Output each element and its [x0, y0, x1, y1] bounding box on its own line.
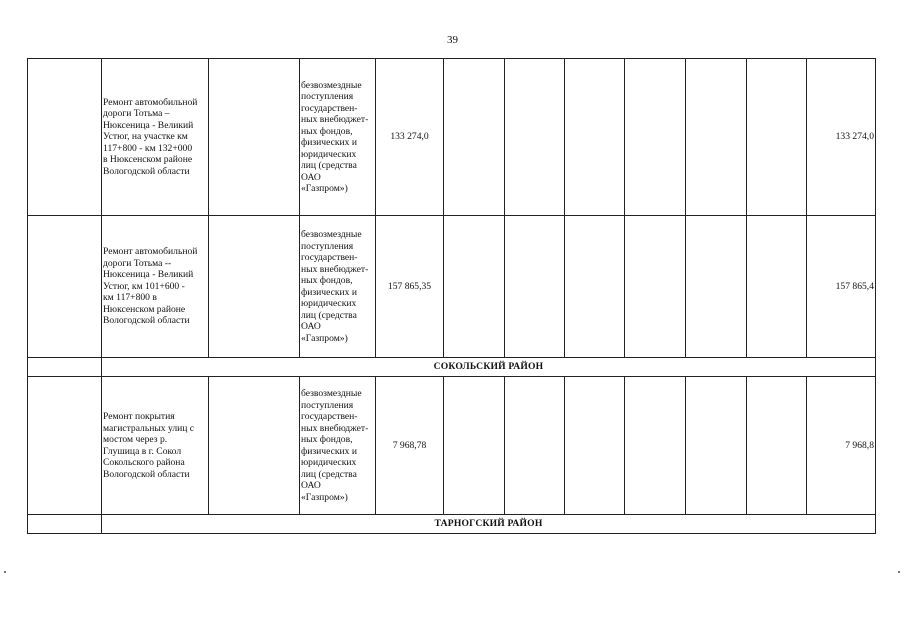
amount-cell: 133 274,0 — [376, 59, 444, 216]
district-row — [28, 515, 876, 534]
row-number-cell — [28, 515, 102, 534]
table-row — [28, 216, 876, 358]
empty-cell — [444, 216, 505, 358]
empty-cell — [686, 59, 747, 216]
scan-speck — [898, 571, 900, 573]
empty-cell — [565, 216, 625, 358]
amount-cell: 7 968,78 — [376, 377, 444, 515]
scan-speck — [4, 571, 6, 573]
funding-source-cell: безвозмездные поступления государствен- ных внебюджет- ных фондов, физических и юридических лиц (средства ОАО «Газпром») — [300, 216, 376, 358]
empty-cell — [444, 59, 505, 216]
empty-cell — [747, 59, 807, 216]
empty-cell — [505, 59, 565, 216]
page-number: 39 — [447, 34, 458, 46]
district-title: ТАРНОГСКИЙ РАЙОН — [102, 515, 876, 534]
table-row — [28, 377, 876, 515]
funding-source-cell: безвозмездные поступления государствен- ных внебюджет- ных фондов, физических и юридических лиц (средства ОАО «Газпром») — [300, 377, 376, 515]
empty-cell — [565, 377, 625, 515]
total-cell: 7 968,8 — [807, 377, 876, 515]
empty-cell — [505, 377, 565, 515]
empty-cell — [625, 216, 686, 358]
total-cell: 133 274,0 — [807, 59, 876, 216]
empty-cell — [686, 216, 747, 358]
funding-source-cell: безвозмездные поступления государствен- ных внебюджет- ных фондов, физических и юридических лиц (средства ОАО «Газпром») — [300, 59, 376, 216]
empty-cell — [209, 59, 300, 216]
empty-cell — [686, 377, 747, 515]
empty-cell — [505, 216, 565, 358]
amount-cell: 157 865,35 — [376, 216, 444, 358]
empty-cell — [625, 377, 686, 515]
row-number-cell — [28, 377, 102, 515]
row-number-cell — [28, 216, 102, 358]
table-row — [28, 59, 876, 216]
empty-cell — [444, 377, 505, 515]
empty-cell — [625, 59, 686, 216]
object-name-cell: Ремонт автомобильной дороги Тотьма – Нюксеница - Великий Устюг, на участке км 117+800 - км 132+000 в Нюксенском районе Вологодской области — [102, 59, 209, 216]
empty-cell — [747, 216, 807, 358]
district-title: СОКОЛЬСКИЙ РАЙОН — [102, 358, 876, 377]
district-row — [28, 358, 876, 377]
empty-cell — [747, 377, 807, 515]
total-cell: 157 865,4 — [807, 216, 876, 358]
empty-cell — [565, 59, 625, 216]
row-number-cell — [28, 59, 102, 216]
row-number-cell — [28, 358, 102, 377]
empty-cell — [209, 216, 300, 358]
empty-cell — [209, 377, 300, 515]
object-name-cell: Ремонт покрытия магистральных улиц с мостом через р. Глушица в г. Сокол Сокольского района Вологодской области — [102, 377, 209, 515]
budget-table — [27, 58, 876, 534]
object-name-cell: Ремонт автомобильной дороги Тотьма -- Нюксеница - Великий Устюг, км 101+600 - км 117+800 в Нюксенском районе Вологодской области — [102, 216, 209, 358]
